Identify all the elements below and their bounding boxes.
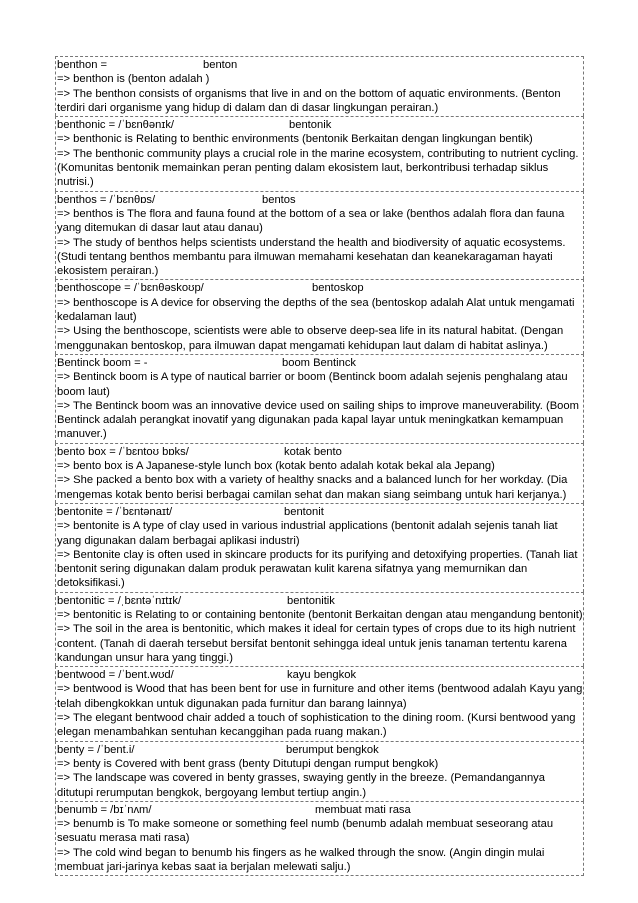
entry-headword: benumb = /bɪˈnʌm/ [57,803,152,816]
entry-headword-line [57,118,583,132]
entry-headword-line [57,505,583,519]
entry-example: => The benthonic community plays a crucial role in the marine ecosystem, contributing to nutrient cycling. (Komunitas bentonik memainkan peran penting dalam ekosistem laut, berkontribusi terhadap siklus nutrisi.) [57,147,579,189]
entry-definition: => bentwood is Wood that has been bent for use in furniture and other items (bentwood adalah Kayu yang telah dibengkokkan untuk digunakan pada furnitur dan barang lainnya) [57,683,583,710]
entry-headword-line [57,803,583,817]
entry-example: => The Bentinck boom was an innovative device used on sailing ships to improve maneuverability. (Boom Bentinck adalah perangkat inovatif yang digunakan pada kapal layar untuk meningkatkan kemampuan manuver.) [57,399,579,441]
dictionary-entry [55,354,584,443]
entry-headword: benty = /ˈbent.i/ [57,743,135,756]
entry-definition: => benty is Covered with bent grass (benty Ditutupi dengan rumput bengkok) [57,757,439,770]
entry-definition: => benthonic is Relating to benthic environments (bentonik Berkaitan dengan lingkungan bentik) [57,133,533,146]
dictionary-entry [55,443,584,503]
entry-translation: bentonik [289,119,332,132]
dictionary-entry [55,191,584,280]
entry-translation: kayu bengkok [287,669,357,682]
entry-headword-line [57,193,583,207]
entry-headword-line [57,743,583,757]
entry-example: => The benthon consists of organisms that live in and on the bottom of aquatic environments. (Benton terdiri dari organisme yang hidup di dalam dan di dasar lingkungan perairan.) [57,87,561,114]
dictionary-entry [55,116,584,190]
entry-headword: benthoscope = /ˈbɛnθəskoʊp/ [57,282,204,295]
dictionary-entry [55,503,584,592]
entry-example: => The soil in the area is bentonitic, which makes it ideal for certain types of crops due to its high nutrient content. (Tanah di daerah tersebut bersifat bentonit sehingga ideal untuk jenis tanaman tertentu karena kandungan unsur hara yang tinggi.) [57,623,576,664]
entry-headword: benthos = /ˈbɛnθɒs/ [57,193,156,206]
entry-definition: => Bentinck boom is A type of nautical barrier or boom (Bentinck boom adalah sejenis penghalang atau boom laut) [57,371,568,398]
entry-headword-line [57,281,583,295]
entry-example: => Bentonite clay is often used in skincare products for its purifying and detoxifying properties. (Tanah liat bentonit sering digunakan dalam produk perawatan kulit karena sifatnya yang memurnikan dan detoksifikasi.) [57,548,578,590]
entry-example: => The study of benthos helps scientists understand the health and biodiversity of aquatic ecosystems. (Studi tentang benthos membantu para ilmuwan memahami kesehatan dan keanekaragaman hayati ekosistem perairan.) [57,236,566,278]
dictionary-entry [55,741,584,801]
entry-headword-line [57,668,583,682]
dictionary-entry [55,56,584,116]
dictionary-entry [55,666,584,740]
entry-translation: bentos [262,193,296,206]
entry-definition: => bentonite is A type of clay used in various industrial applications (bentonit adalah sejenis tanah liat yang digunakan dalam berbagai aplikasi industri) [57,520,558,547]
entry-definition: => bentonitic is Relating to or containing bentonite (bentonit Berkaitan dengan atau mengandung bentonit) [57,608,583,621]
entry-translation: boom Bentinck [282,356,357,369]
entry-definition: => benthos is The flora and fauna found at the bottom of a sea or lake (benthos adalah flora dan fauna yang ditemukan di dasar laut atau danau) [57,207,565,235]
entry-translation: membuat mati rasa [315,803,411,816]
entry-definition: => benumb is To make someone or something feel numb (benumb adalah membuat seseorang atau sesuatu merasa mati rasa) [57,818,554,845]
entry-headword: benthonic = /ˈbɛnθənɪk/ [57,119,175,132]
entry-example: => Using the benthoscope, scientists were able to observe deep-sea life in its natural habitat. (Dengan menggunakan bentoskop, para ilmuwan dapat mengamati kehidupan laut dalam di habitat aslinya.) [57,325,564,352]
entry-translation: bentonit [284,505,324,518]
entry-headword-line [57,594,583,608]
entry-headword: bentwood = /ˈbent.wʊd/ [57,669,174,682]
entry-translation: benton [203,59,238,71]
entry-definition: => bento box is A Japanese-style lunch box (kotak bento adalah kotak bekal ala Jepang) [57,460,495,473]
entry-example: => The elegant bentwood chair added a touch of sophistication to the dining room. (Kursi bentwood yang elegan menambahkan sentuhan kecanggihan pada ruang makan.) [57,712,576,739]
entry-example: => The landscape was covered in benty grasses, swaying gently in the breeze. (Pemandangannya ditutupi rerumputan bengkok, bergoyang lembut tertiup angin.) [57,772,545,799]
dictionary-entry [55,592,584,666]
dictionary-entry [55,279,584,353]
entry-headword-line [57,445,583,459]
entry-translation: bentoskop [312,282,364,295]
dictionary-entry [55,801,584,876]
entry-definition: => benthon is (benton adalah ) [57,73,210,86]
entry-example: => She packed a bento box with a variety of healthy snacks and a balanced lunch for her workday. (Dia mengemas kotak bento berisi berbagai camilan sehat dan makan siang seimbang untuk hari kerjanya.) [57,474,568,501]
entry-translation: kotak bento [284,445,342,458]
entry-headword-line [57,58,583,72]
entry-headword: benthon = [57,59,108,71]
entry-headword: bento box = /ˈbɛntoʊ bɒks/ [57,445,189,458]
dictionary-sheet [55,56,584,876]
entry-headword-line [57,356,583,370]
entry-translation: bentonitik [287,594,335,607]
entry-example: => The cold wind began to benumb his fingers as he walked through the snow. (Angin dingin mulai membuat jari-jarinya kebas saat ia berjalan melewati salju.) [57,846,545,874]
entry-headword: bentonite = /ˈbɛntənaɪt/ [57,505,173,518]
entry-definition: => benthoscope is A device for observing the depths of the sea (bentoskop adalah Alat untuk mengamati kedalaman laut) [57,296,575,324]
entry-translation: berumput bengkok [286,743,379,756]
entry-headword: Bentinck boom = - [57,356,148,369]
entry-headword: bentonitic = /ˌbɛntəˈnɪtɪk/ [57,594,182,607]
